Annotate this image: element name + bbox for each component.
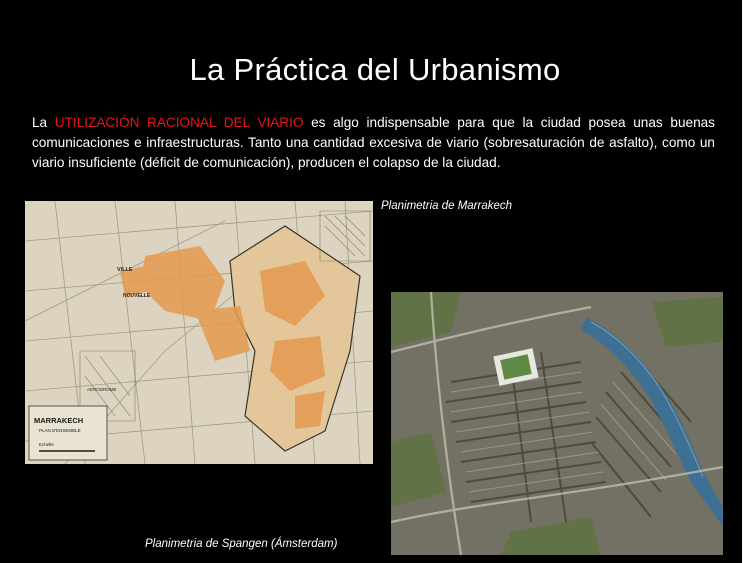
marrakech-caption: Planimetria de Marrakech	[381, 200, 513, 212]
spangen-aerial-image	[391, 292, 723, 555]
marrakech-map-image	[25, 201, 373, 464]
highlighted-phrase: UTILIZACIÓN RACIONAL DEL VIARIO	[54, 115, 304, 130]
intro-paragraph	[32, 113, 715, 173]
paragraph-suffix: es algo indispensable para que la ciudad posea unas buenas comunicaciones e infraestructuras. Tanto una cantidad excesiva de viario (sobresaturación de asfalto), como un viario insuficiente (déficit de comunicación), producen el colapso de la ciudad.	[32, 115, 715, 170]
map-legend-title: MARRAKECH	[34, 416, 84, 425]
map-label-nouvelle: NOUVELLE	[123, 293, 151, 299]
map-label-ville: VILLE	[117, 267, 133, 273]
spangen-caption: Planimetria de Spangen (Ámsterdam)	[145, 538, 338, 550]
map-label-aerodrome: AERODROME	[87, 387, 117, 392]
spangen-aerial-drawing	[391, 292, 723, 555]
map-legend-scale: Echelle	[39, 442, 54, 447]
slide-title: La Práctica del Urbanismo	[189, 52, 561, 87]
map-legend-subtitle: PLAN D'ENSEMBLE	[39, 428, 81, 433]
paragraph-prefix: La	[32, 115, 55, 130]
marrakech-map-drawing	[25, 201, 373, 464]
